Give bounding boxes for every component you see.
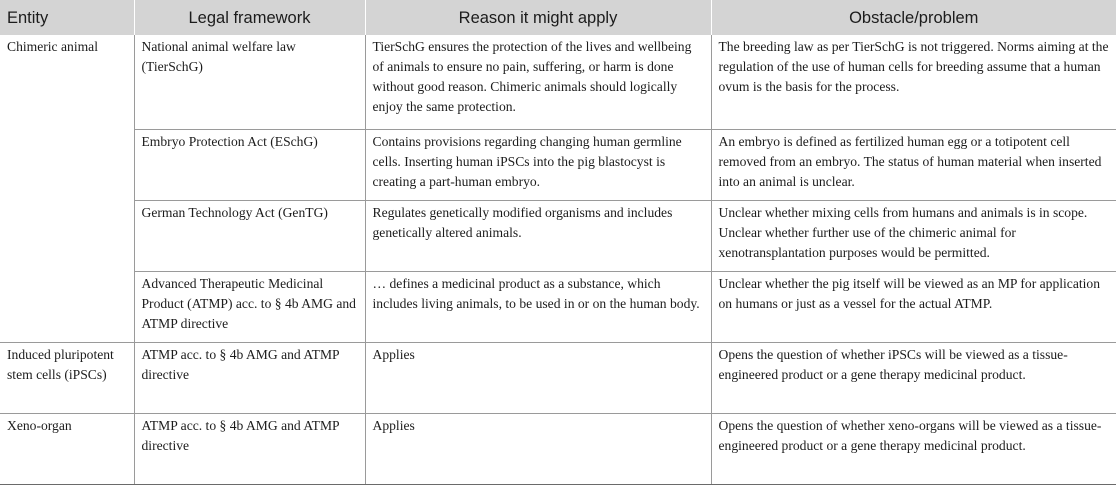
framework-cell: ATMP acc. to § 4b AMG and ATMP directive [134, 343, 365, 414]
entity-cell: Chimeric animal [0, 35, 134, 343]
obstacle-cell: Unclear whether the pig itself will be viewed as an MP for application on humans or just as a vessel for the actual ATMP. [711, 272, 1116, 343]
reason-cell: Applies [365, 414, 711, 485]
table-row [0, 414, 1116, 485]
framework-cell: National animal welfare law (TierSchG) [134, 35, 365, 130]
obstacle-cell: Opens the question of whether iPSCs will be viewed as a tissue-engineered product or a gene therapy medicinal product. [711, 343, 1116, 414]
table-row [0, 130, 1116, 201]
framework-cell: ATMP acc. to § 4b AMG and ATMP directive [134, 414, 365, 485]
reason-cell: TierSchG ensures the protection of the lives and wellbeing of animals to ensure no pain, suffering, or harm is done without good reason. Chimeric animals should logically enjoy the same protection. [365, 35, 711, 130]
entity-cell: Xeno-organ [0, 414, 134, 485]
table-header [0, 0, 1116, 35]
table-row [0, 272, 1116, 343]
header-reason: Reason it might apply [365, 0, 711, 35]
table-row [0, 201, 1116, 272]
obstacle-cell: The breeding law as per TierSchG is not triggered. Norms aiming at the regulation of the use of human cells for breeding assume that a human ovum is the basis for the process. [711, 35, 1116, 130]
table-row [0, 35, 1116, 130]
framework-cell: Embryo Protection Act (ESchG) [134, 130, 365, 201]
reason-cell: Regulates genetically modified organisms and includes genetically altered animals. [365, 201, 711, 272]
header-row [0, 0, 1116, 35]
reason-cell: Contains provisions regarding changing human germline cells. Inserting human iPSCs into the pig blastocyst is creating a part-human embryo. [365, 130, 711, 201]
table-body [0, 35, 1116, 485]
header-entity: Entity [0, 0, 134, 35]
header-legal-framework: Legal framework [134, 0, 365, 35]
obstacle-cell: Opens the question of whether xeno-organs will be viewed as a tissue-engineered product or a gene therapy medicinal product. [711, 414, 1116, 485]
table-row [0, 343, 1116, 414]
framework-cell: Advanced Therapeutic Medicinal Product (ATMP) acc. to § 4b AMG and ATMP directive [134, 272, 365, 343]
reason-cell: … defines a medicinal product as a substance, which includes living animals, to be used in or on the human body. [365, 272, 711, 343]
framework-cell: German Technology Act (GenTG) [134, 201, 365, 272]
obstacle-cell: An embryo is defined as fertilized human egg or a totipotent cell removed from an embryo. The status of human material when inserted into an animal is unclear. [711, 130, 1116, 201]
obstacle-cell: Unclear whether mixing cells from humans and animals is in scope. Unclear whether further use of the chimeric animal for xenotransplantation purposes would be permitted. [711, 201, 1116, 272]
entity-cell: Induced pluripotent stem cells (iPSCs) [0, 343, 134, 414]
reason-cell: Applies [365, 343, 711, 414]
header-obstacle: Obstacle/problem [711, 0, 1116, 35]
